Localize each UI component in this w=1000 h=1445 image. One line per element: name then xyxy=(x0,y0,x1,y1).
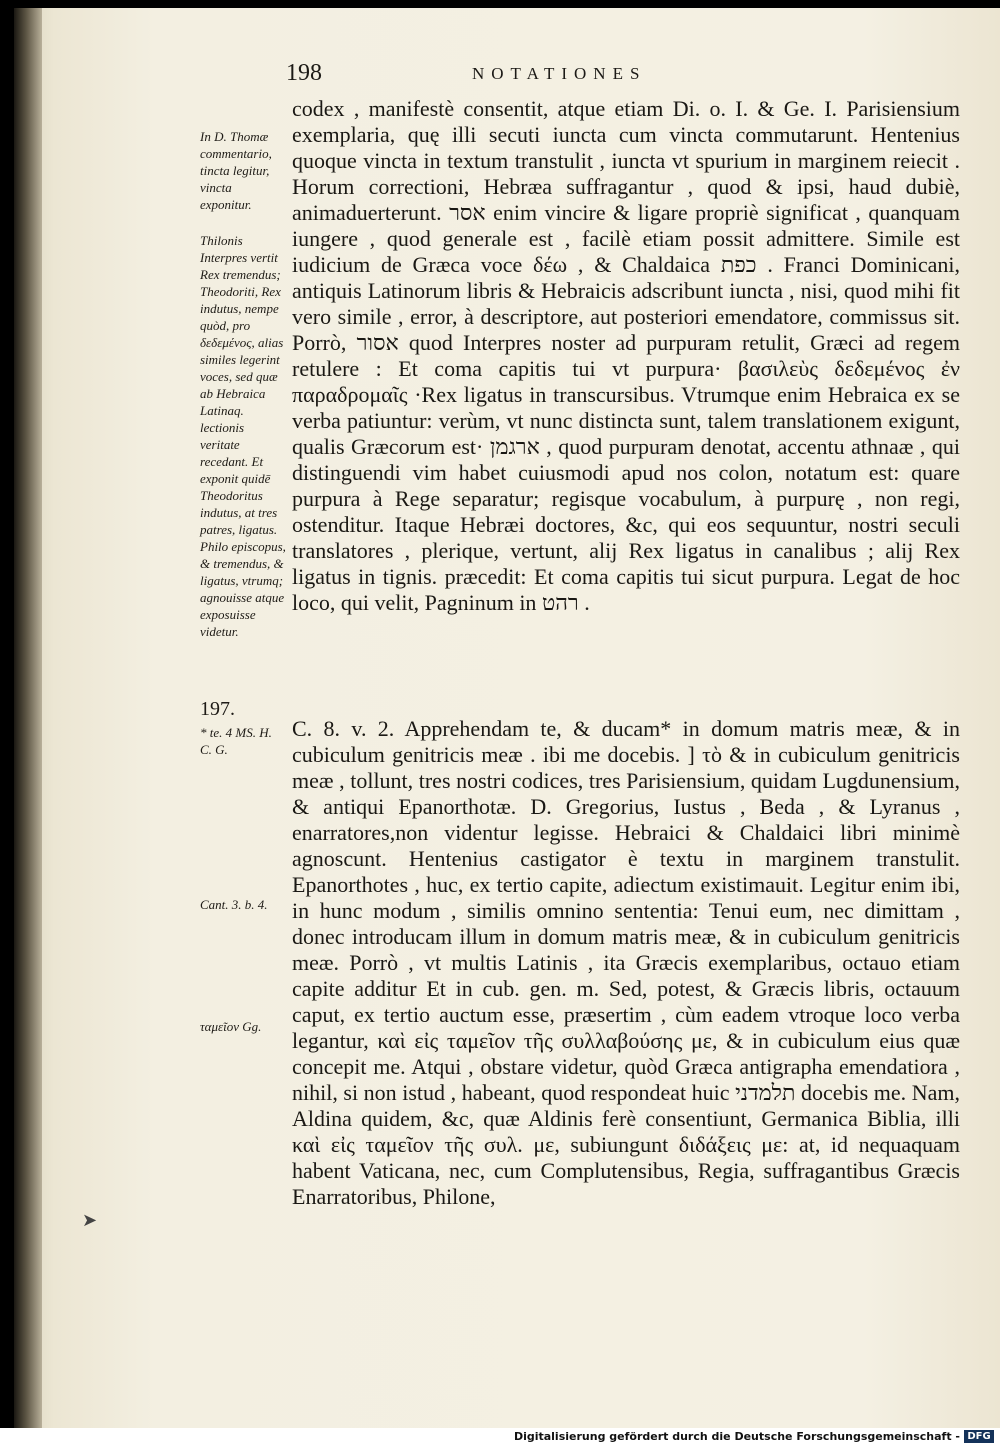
margin-note-thomae: In D. Thomæ commentario, tincta legitur, vincta exponitur. xyxy=(200,129,272,212)
page-number: 198 xyxy=(286,60,322,86)
margin-note-philonis: Thilonis Interpres vertit Rex tremendus; Theodoriti, Rex indutus, nempe quòd, pro δεδεμένος, alias similes legerint voces, sed quæ ab Hebraica Latinaq. lectionis veritate recedant. Et exponit quidē Theodoritus indutus, at tres patres, ligatus. Philo episcopus, & tremendus, & ligatus, vtrumq; agnouisse atque exposuisse videtur. xyxy=(200,233,286,639)
paragraph-2: C. 8. v. 2. Apprehendam te, & ducam* in domum matris meæ, & in cubiculum genitricis meæ . ibi me docebis. ] τὸ & in cubiculum genitricis meæ , tollunt, tres nostri codices, tres Parisiensium, quidam Lugdunensium, & antiqui Epanorthotæ. D. Gregorius, Iustus , Beda , & Lyranus , enarratores,non videntur legisse. Hebraici & Chaldaici libri minimè agnoscunt. Hentenius castigator è textu in marginem transtulit. Epanorthotes , huc, ex tertio capite, adiectum existimauit. Legitur enim ibi, in hunc modum , similis omnino sententia: Tenui eum, nec dimittam , donec introducam illum in domum matris meæ, & in cubiculum genitricis meæ. Porrò , vt multis Latinis , ita Græcis exemplaribus, octauo etiam capite additur Et in cub. gen. m. Sed, potest, & Græcis libris, octauum caput, ex tertio auctum esse, præsertim , cùm eadem vtroque loco verba legantur, καὶ εἰς ταμεῖον τῆς συλλαβούσης με, & in cubiculum eius quæ concepit me. Atqui , obstare videtur, quòd Græca antigrapha emendatiora , nihil, si non istud , habeant, quod respondeat huic תלמדני docebis me. Nam, Aldina quidem, &c, quæ Aldinis ferè consentiunt, Germanica Biblia, illi καὶ εἰς ταμεῖον τῆς συλ. με, subiungunt διδάξεις με: at, id nequaquam habent Vaticana, nec, cum Complutensibus, Regia, suffragantibus Græcis Enarratoribus, Philone, xyxy=(292,716,960,1209)
main-text-paragraph-1 xyxy=(292,96,960,616)
paragraph-1: codex , manifestè consentit, atque etiam Di. o. I. & Ge. I. Parisiensium exemplaria, quę illi secuti iuncta cum vincta commutarunt. Hentenius quoque vincta in textum transtulit , iuncta vt spurium in marginem reiecit . Horum correctioni, Hebræa suffragantur , quod & ipsi, haud dubiè, animaduerterunt. אסר enim vincire & ligare propriè significat , quanquam iungere , quod generale est , facilè etiam possit admittere. Simile est iudicium de Græca voce δέω , & Chaldaica כפת . Franci Dominicani, antiquis Latinorum libris & Hebraicis adscribunt iuncta , nisi, quod mihi fit vero simile , error, à descriptore, aut posteriori emendatore, commissus sit. Porrò, אסור quod Interpres noster ad purpuram retulit, Græci ad regem retulere : Et coma capitis tui vt purpura· βασιλεὺς δεδεμένος ἐν παραδρομαῖς ·Rex ligatus in transcursibus. Vtrumque enim Hebraica ex se verba patiuntur: verùm, vt nunc distincta sunt, talem translationem exigunt, qualis Græcorum est· ארגמן , quod purpuram denotat, accentu athnaæ , qui distinguendi vim habet cuiusmodi apud nos colon, notatum est: quare purpura à Rege separatur; regisque vocabulum, à purpurę , non regi, ostenditur. Itaque Hebræi doctores, &c, qui eos sequuntur, nostri seculi translatores , plerique, vertunt, alij Rex ligatus in canalibus ; alij Rex ligatus in tignis. præcedit: Et coma capitis tui sicut purpura. Legat de hoc loco, qui velit, Pagninum in רהט . xyxy=(292,96,961,615)
margin-mark: ➤ xyxy=(82,1210,98,1230)
page-header xyxy=(286,60,976,90)
margin-note-tameion: ταμεῖον Gg. xyxy=(200,1019,262,1034)
running-head: NOTATIONES xyxy=(472,64,647,83)
margin-note-cant: Cant. 3. b. 4. xyxy=(200,897,268,912)
dfg-logo-icon: DFG xyxy=(964,1430,994,1443)
book-gutter xyxy=(14,8,42,1428)
footer-credit: Digitalisierung gefördert durch die Deutsche Forschungsgemeinschaft - xyxy=(513,1430,960,1443)
margin-note-ms: * te. 4 MS. H. C. G. xyxy=(200,725,272,757)
margin-number: 197. xyxy=(200,698,235,720)
main-text-paragraph-2 xyxy=(292,716,960,1210)
